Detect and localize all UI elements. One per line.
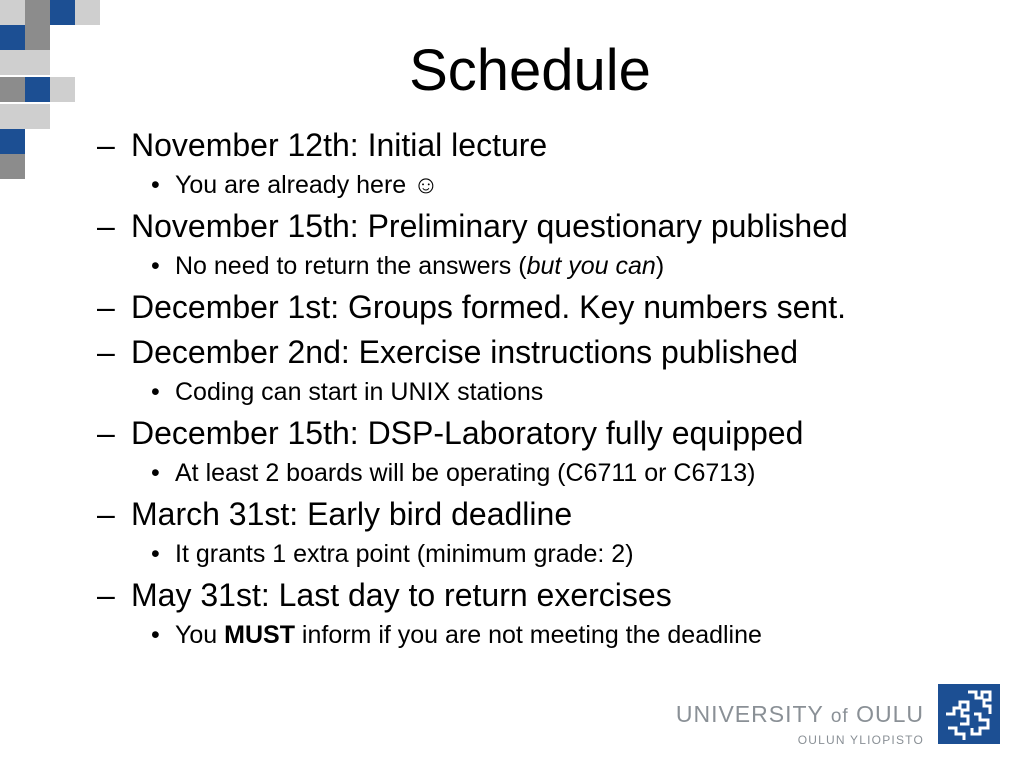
dash-marker: – [97, 208, 115, 244]
schedule-list [97, 126, 977, 650]
list-item-text: March 31st: Early bird deadline [131, 496, 573, 532]
bullet-marker: • [151, 621, 160, 649]
list-item [97, 333, 977, 371]
logo-emblem-icon [938, 684, 1000, 744]
list-item-text: November 15th: Preliminary questionary published [131, 208, 848, 244]
sub-item-text: It grants 1 extra point (minimum grade: 2) [175, 540, 634, 568]
sub-item-text: No need to return the answers (but you can) [175, 252, 665, 280]
sub-item-text: Coding can start in UNIX stations [175, 378, 544, 406]
dash-marker: – [97, 415, 115, 451]
dash-marker: – [97, 289, 115, 325]
list-item [97, 414, 977, 452]
list-item [97, 288, 977, 326]
deco-square [50, 0, 75, 25]
university-logo-text [676, 700, 924, 747]
deco-square [75, 0, 100, 25]
list-item-text: December 15th: DSP-Laboratory fully equipped [131, 415, 804, 451]
bullet-marker: • [151, 459, 160, 487]
sub-item-text: At least 2 boards will be operating (C6711 or C6713) [175, 459, 756, 487]
sub-list-item [151, 539, 977, 569]
sub-item-text: You are already here ☺ [175, 171, 439, 199]
bullet-marker: • [151, 171, 160, 199]
slide-title: Schedule [409, 38, 651, 103]
sub-item-text: You MUST inform if you are not meeting the deadline [175, 621, 762, 649]
sub-list-item [151, 251, 977, 281]
list-item [97, 495, 977, 533]
sub-list-item [151, 620, 977, 650]
strong-text: MUST [224, 621, 295, 649]
deco-square [25, 0, 50, 25]
list-item-text: May 31st: Last day to return exercises [131, 577, 672, 613]
bullet-marker: • [151, 540, 160, 568]
deco-square [25, 104, 50, 129]
university-subtitle: OULUN YLIOPISTO [797, 733, 924, 747]
list-item-text: November 12th: Initial lecture [131, 127, 548, 163]
deco-square [0, 154, 25, 179]
deco-square [0, 0, 25, 25]
list-item-text: December 2nd: Exercise instructions published [131, 334, 798, 370]
dash-marker: – [97, 127, 115, 163]
bullet-marker: • [151, 252, 160, 280]
sub-list-item [151, 170, 977, 200]
deco-square [0, 104, 25, 129]
dash-marker: – [97, 577, 115, 613]
list-item [97, 207, 977, 245]
university-logo-icon [938, 684, 1000, 744]
list-item [97, 576, 977, 614]
emphasis-text: but you can [526, 252, 656, 280]
dash-marker: – [97, 496, 115, 532]
deco-square [0, 129, 25, 154]
university-name: UNIVERSITY of OULU [675, 701, 924, 727]
sub-list-item [151, 458, 977, 488]
bullet-marker: • [151, 378, 160, 406]
dash-marker: – [97, 334, 115, 370]
sub-list-item [151, 377, 977, 407]
list-item-text: December 1st: Groups formed. Key numbers sent. [131, 289, 846, 325]
list-item [97, 126, 977, 164]
